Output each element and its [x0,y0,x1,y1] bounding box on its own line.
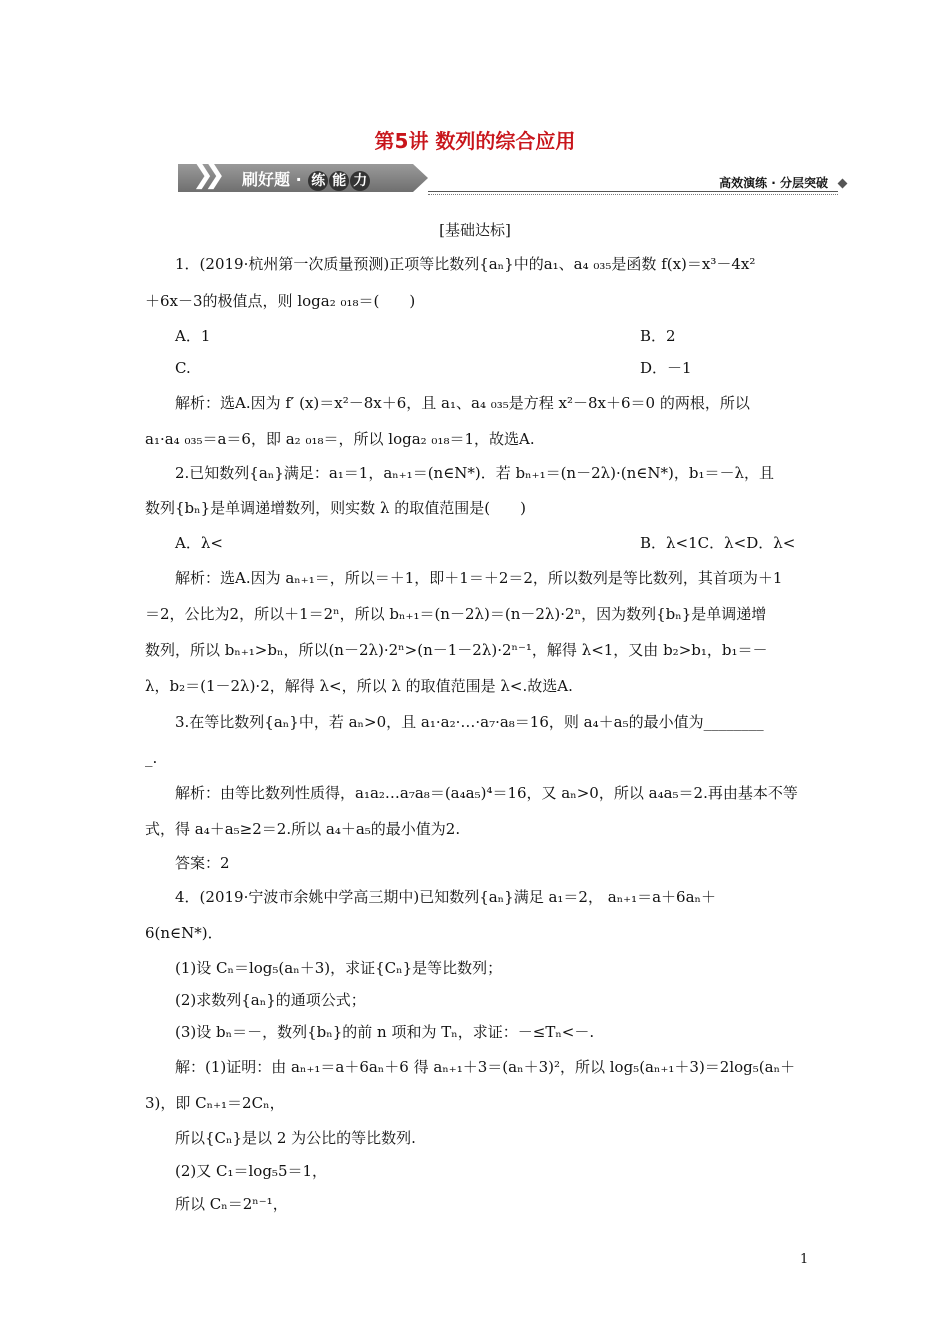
text-line: 解析：由等比数列性质得，a₁a₂…a₇a₈＝(a₄a₅)⁴＝16，又 aₙ>0，所以 a₄a₅＝2.再由基本不等 [175,784,798,802]
banner-circled-char: 练 [308,171,328,191]
page-number: 1 [800,1252,809,1267]
banner-right-text: 高效演练 · 分层突破 [719,176,828,190]
banner-left-text: 刷好题 [242,170,291,189]
text-line: 数列{bₙ}是单调递增数列，则实数 λ 的取值范围是( ) [145,499,526,517]
option-d: D．－1 [640,359,692,377]
option-a: A．λ< [175,534,223,552]
text-line: 4．(2019·宁波市余姚中学高三期中)已知数列{aₙ}满足 a₁＝2， aₙ₊₁＝a＋6aₙ＋ [175,888,717,906]
option-c: C. [175,359,191,377]
text-line: _. [145,749,158,767]
text-line: 数列，所以 bₙ₊₁>bₙ，所以(n－2λ)·2ⁿ>(n－1－2λ)·2ⁿ⁻¹，解得 λ<1，又由 b₂>b₁，b₁＝－ [145,641,768,659]
banner-label [242,167,370,191]
text-line: 所以{Cₙ}是以 2 为公比的等比数列. [175,1129,416,1147]
banner-circled-char: 能 [329,171,349,191]
banner-circled-char: 力 [350,171,370,191]
text-line: a₁·a₄ ₀₃₅＝a＝6，即 a₂ ₀₁₈＝，所以 loga₂ ₀₁₈＝1，故选A. [145,430,535,448]
text-line: (2)又 C₁＝log₅5＝1， [175,1162,328,1180]
text-line: 2.已知数列{aₙ}满足：a₁＝1，aₙ₊₁＝(n∈N*)．若 bₙ₊₁＝(n－2λ)·(n∈N*)，b₁＝－λ，且 [175,464,774,482]
option-b: B．2 [640,327,676,345]
text-line: 1．(2019·杭州第一次质量预测)正项等比数列{aₙ}中的a₁、a₄ ₀₃₅是函数 f(x)＝x³－4x² [175,255,756,273]
section-banner [178,160,846,194]
text-line: 式，得 a₄＋a₅≥2＝2.所以 a₄＋a₅的最小值为2. [145,820,461,838]
text-line: 6(n∈N*)． [145,924,223,942]
text-line: 解析：选A.因为 f′ (x)＝x²－8x＋6，且 a₁、a₄ ₀₃₅是方程 x²－8x＋6＝0 的两根，所以 [175,394,750,412]
text-line: (2)求数列{aₙ}的通项公式； [175,991,366,1009]
option-a: A．1 [175,327,211,345]
double-chevron-icon: ❯❯ [192,160,216,190]
text-line: ＋6x－3的极值点，则 loga₂ ₀₁₈＝( ) [145,292,416,310]
text-line: λ，b₂＝(1－2λ)·2，解得 λ<，所以 λ 的取值范围是 λ<.故选A. [145,677,573,695]
text-line: (3)设 bₙ＝－，数列{bₙ}的前 n 项和为 Tₙ，求证：－≤Tₙ<－. [175,1023,595,1041]
text-line: 3)，即 Cₙ₊₁＝2Cₙ， [145,1094,285,1112]
text-line: 3.在等比数列{aₙ}中，若 aₙ>0，且 a₁·a₂·…·a₇·a₈＝16，则 a₄＋a₅的最小值为________ [175,713,764,731]
diamond-icon [838,179,848,189]
text-line: ＝2，公比为2，所以＋1＝2ⁿ，所以 bₙ₊₁＝(n－2λ)＝(n－2λ)·2ⁿ，因为数列{bₙ}是单调递增 [145,605,767,623]
section-heading: [基础达标] [439,221,511,239]
option-bcd: B．λ<1C．λ<D．λ< [640,534,796,552]
answer-line: 答案：2 [175,854,230,872]
text-line: 所以 Cₙ＝2ⁿ⁻¹， [175,1195,288,1213]
text-line: 解析：选A.因为 aₙ₊₁＝，所以＝＋1，即＋1＝＋2＝2，所以数列是等比数列，其首项为＋1 [175,569,783,587]
text-line: 解：(1)证明：由 aₙ₊₁＝a＋6aₙ＋6 得 aₙ₊₁＋3＝(aₙ＋3)²，所以 log₅(aₙ₊₁＋3)＝2log₅(aₙ＋ [175,1058,796,1076]
page-title: 第5讲 数列的综合应用 [374,129,576,153]
text-line: (1)设 Cₙ＝log₅(aₙ＋3)，求证{Cₙ}是等比数列； [175,959,503,977]
banner-rule-dotted [428,194,838,195]
banner-rule [428,191,838,192]
banner-dot: · [295,170,302,189]
